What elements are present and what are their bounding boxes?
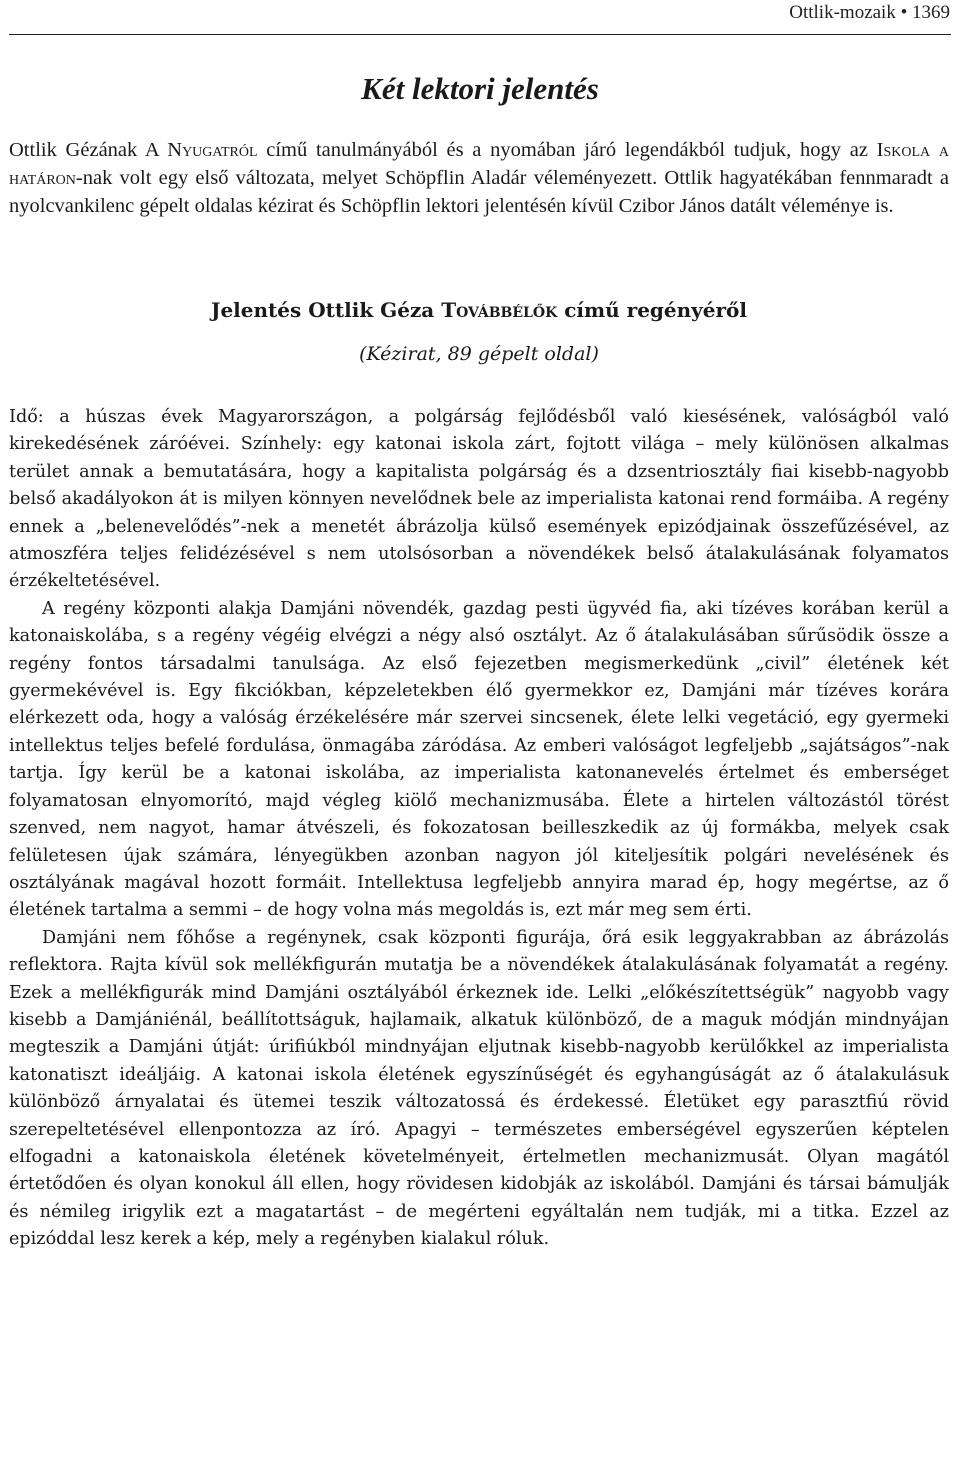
header-rule <box>9 34 951 35</box>
intro-text-e: -nak volt egy első változata, melyet Schöpflin Aladár véleményezett. Ottlik hagyatékában fennmaradt a nyolcvankilenc gépelt oldalas kézirat és Schöpflin lektori jelentésén kívül Czibor János datált véleménye is. <box>9 167 949 217</box>
report-title-a: Jelentés Ottlik Géza T <box>210 298 457 322</box>
intro-text-a: Ottlik Gézának A <box>9 139 168 161</box>
intro-paragraph <box>9 136 949 220</box>
body-paragraph: Idő: a húszas évek Magyarországon, a polgárság fejlődésből való kiesésének, valóságból való kirekedésének záróévei. Színhely: egy katonai iskola zárt, fojtott világa – mely különösen alkalmas terület annak a bemutatására, hogy a kapitalista polgárság és a dzsentriosztály fiai kisebb-nagyobb belső akadályokon át is milyen könnyen nevelődnek bele az imperialista katonai rend formáiba. A regény ennek a „belenevelődés”-nek a menetét ábrázolja külső események epizódjainak összefűzésével, az atmoszféra teljes felidézésével s nem utolsósorban a növendékek belső átalakulásának folyamatos érzékeltetésével. <box>9 407 949 592</box>
intro-title-iskola: skola a határon <box>9 139 949 189</box>
report-title-c: című regényéről <box>557 298 747 322</box>
report-subtitle: (Kézirat, 89 gépelt oldal) <box>359 343 599 365</box>
report-title <box>9 296 949 324</box>
intro-title-nyugatrol: Nyugatról <box>167 139 258 161</box>
report-title-novel: ovábbélők <box>456 298 558 322</box>
body-paragraph: A regény központi alakja Damjáni növendék, gazdag pesti ügyvéd fia, aki tízéves korában kerül a katonaiskolába, s a regény végéig elvégzi a négy alsó osztályt. Az ő átalakulásában sűrűsödik össze a regény fontos társadalmi tanulsága. Az első fejezetben megismerkedünk „civil” életének két gyermekévével is. Egy fikciókban, képzeletekben élő gyermekkor ez, Damjáni már tízéves korára elérkezett oda, hogy a valóság érzékelésére már szervei sincsenek, élete lelki vegetáció, egy gyermeki intellektus teljes befelé fordulása, önmagába záródása. Az emberi valóságot legfeljebb „sajátságos”-nak tartja. Így kerül be a katonai iskolába, az imperialista katonanevelés értelmet és emberséget folyamatosan elnyomorító, majd végleg kiölő mechanizmusába. Élete a hirtelen változástól törést szenved, nem nagyot, hamar átvészeli, és fokozatosan beilleszkedik az új formákba, melyek csak felületesen újak számára, lényegükben azonban nagyon jól kiteljesítik polgári nevelésének és osztályának magával hozott formáit. Intellektusa legfeljebb annyira marad ép, hogy megértse, az ő életének tartalma a semmi – de hogy volna más megoldás is, ezt már meg sem érti. <box>9 598 949 921</box>
body-paragraph: Damjáni nem főhőse a regénynek, csak központi figurája, őrá esik leggyakrabban az ábrázolás reflektora. Rajta kívül sok mellékfigurán mutatja be a növendékek átalakulásának folyamatát a regény. Ezek a mellékfigurák mind Damjáni osztályából érkeznek ide. Lelki „előkészítettségük” nagyobb vagy kisebb a Damjániénál, beállítottságuk, hajlamaik, alkatuk különböző, de a maguk módján mindnyájan megteszik a Damjáni útját: úrifiúkból mindnyájan eljutnak kisebb-nagyobb kerülőkkel az imperialista katonatiszt ideáljáig. A katonai iskola életének egyszínűségét és egyhangúságát az ő átalakulásuk különböző árnyalatai és ütemei teszik változatossá és érdekessé. Életüket egy parasztfiú rövid szerepeltetésével ellenpontozza az író. Apagyi – természetes emberségével egyszerűen képtelen elfogadni a katonaiskola életének követelményeit, értelmetlen mechanizmusát. Olyan magától értetődően és olyan konokul áll ellen, hogy rövidesen kidobják az iskolából. Damjáni és társai bámulják és némileg irigylik ezt a magatartást – de megérteni egyáltalán nem tudják, mi a titka. Ezzel az epizóddal lesz kerek a kép, mely a regényben kialakul róluk. <box>9 927 949 1250</box>
intro-text-c: című tanulmányából és a nyomában járó legendákból tudjuk, hogy az I <box>257 139 884 161</box>
page-title: Két lektori jelentés <box>361 71 599 106</box>
report-section <box>9 296 949 1254</box>
running-head: Ottlik-mozaik • 1369 <box>789 2 950 23</box>
